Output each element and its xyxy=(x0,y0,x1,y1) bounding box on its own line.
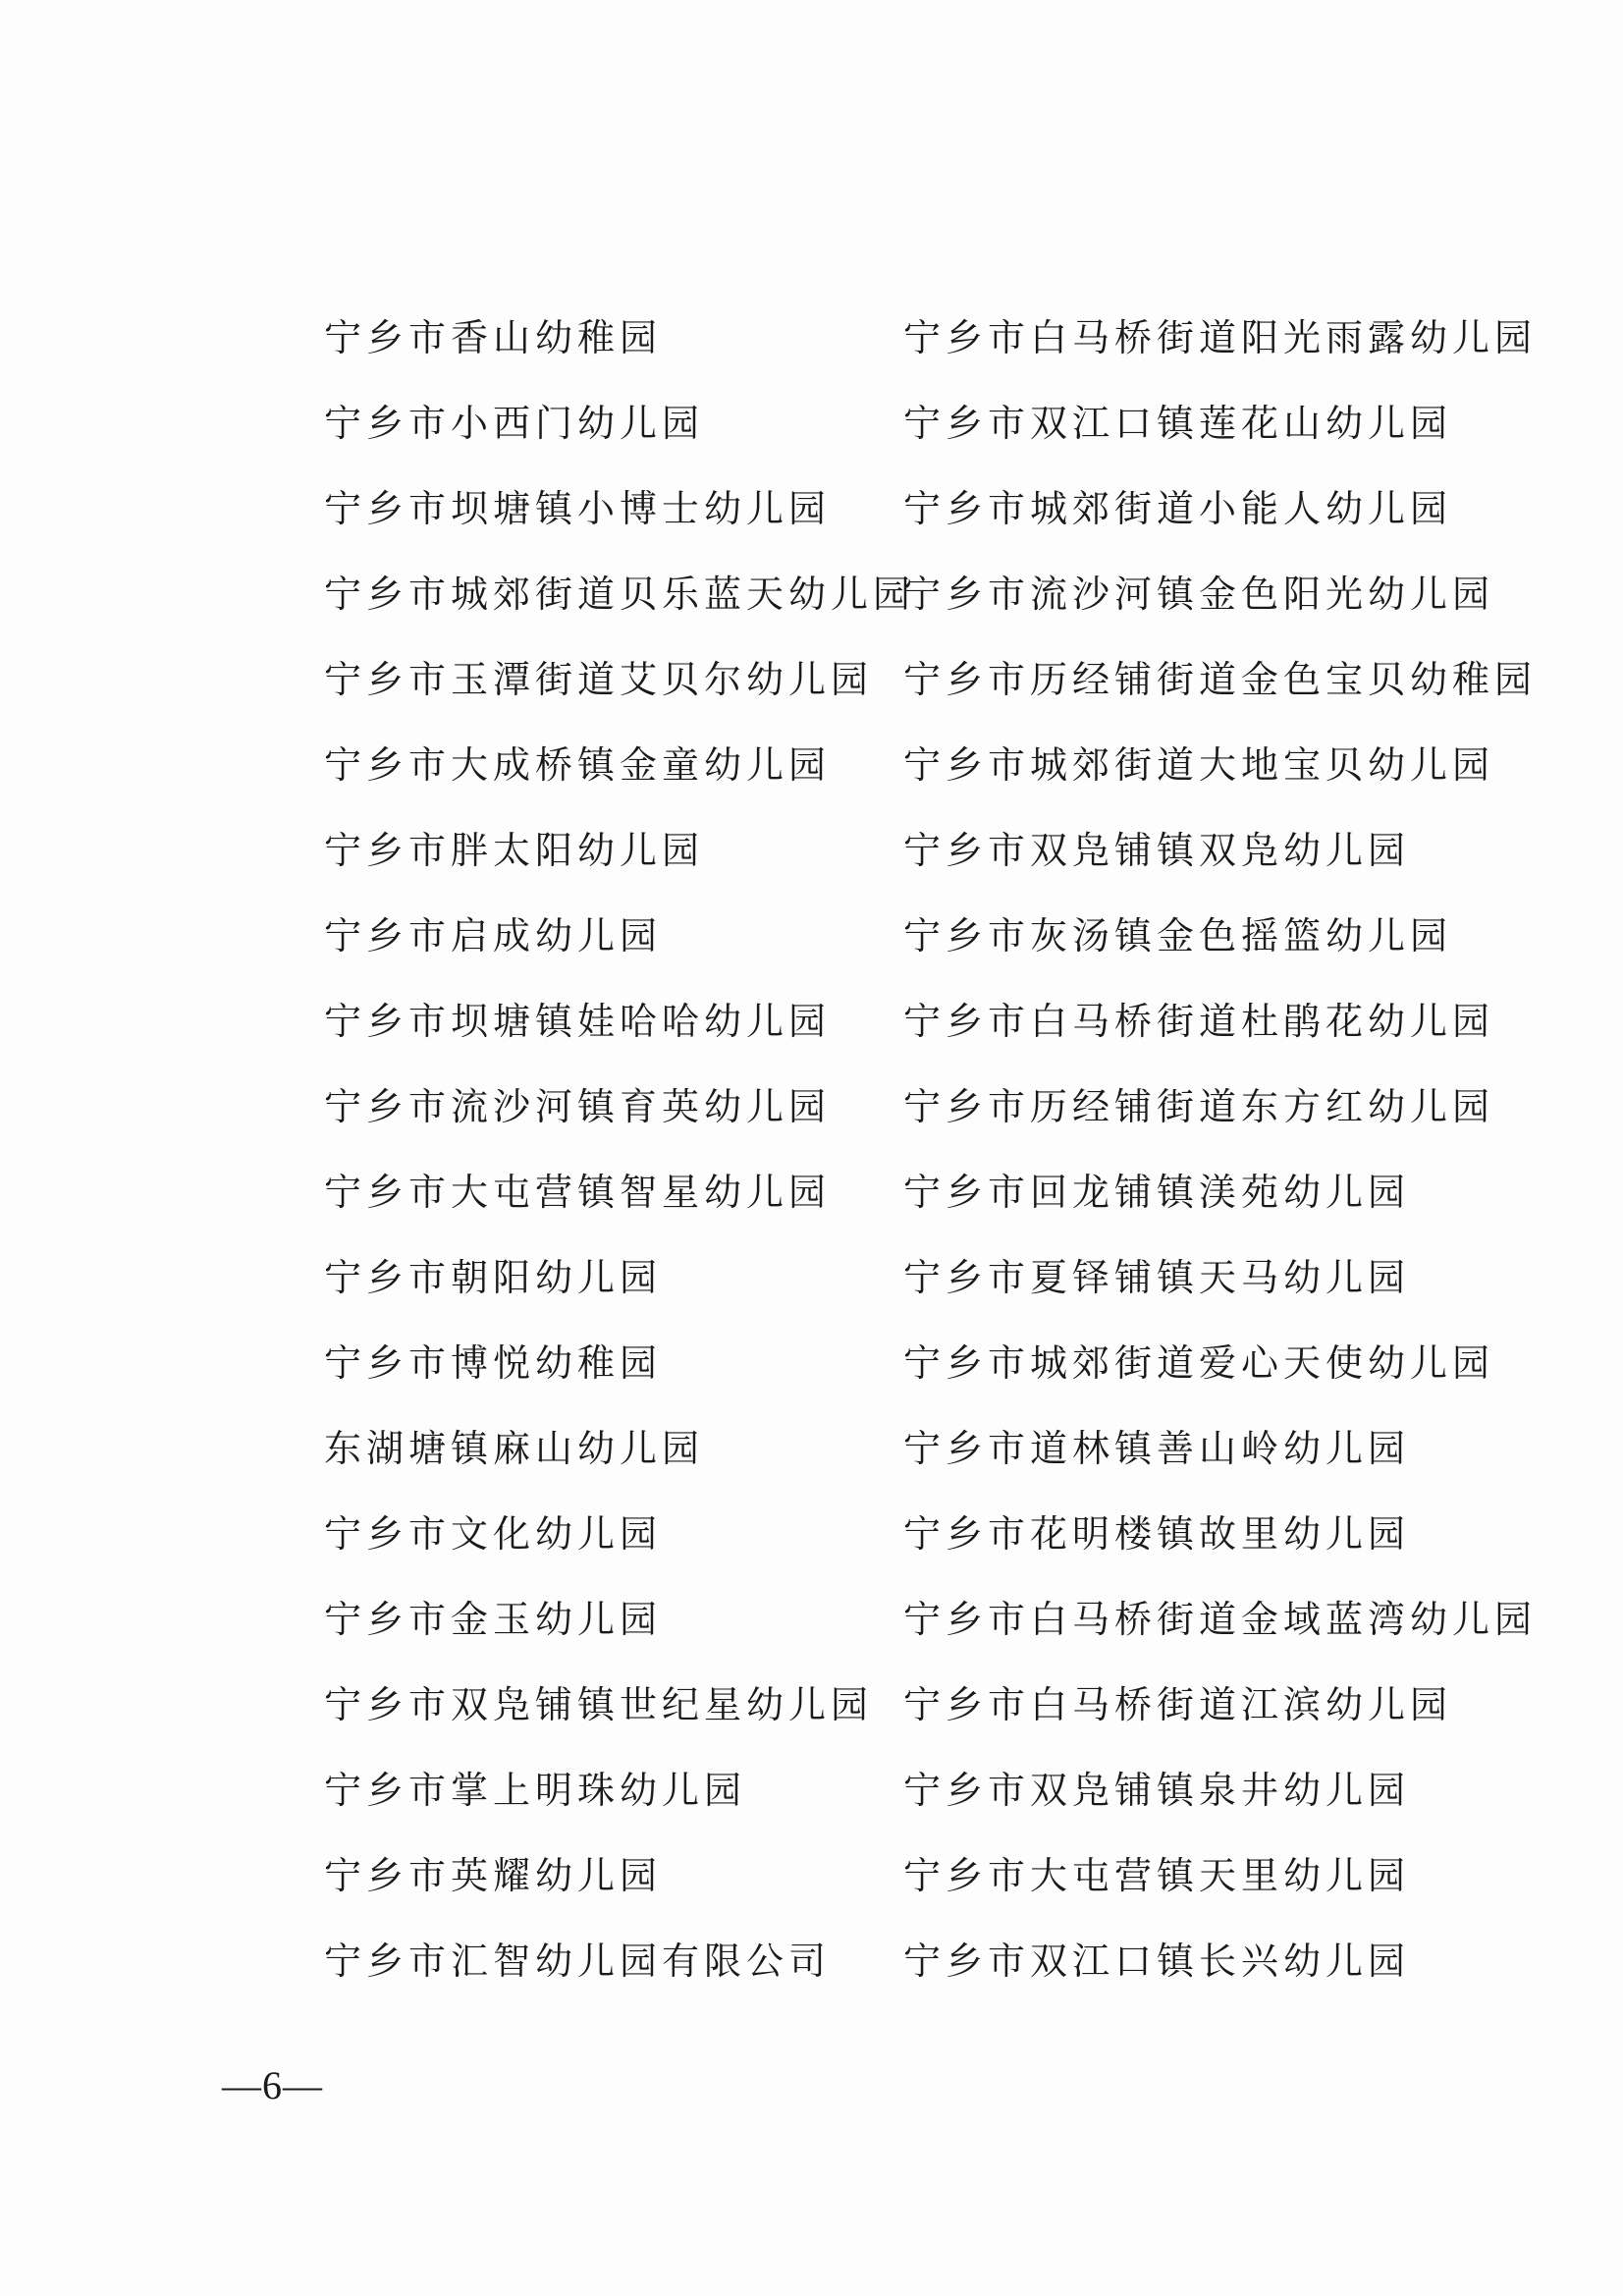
list-item: 宁乡市汇智幼儿园有限公司 xyxy=(324,1940,832,1983)
list-item: 宁乡市灰汤镇金色摇篮幼儿园 xyxy=(903,914,1453,957)
kindergarten-list-right xyxy=(903,306,1542,2015)
list-item: 宁乡市朝阳幼儿园 xyxy=(324,1256,663,1299)
list-item: 宁乡市玉潭街道艾贝尔幼儿园 xyxy=(324,658,874,701)
list-item: 宁乡市双江口镇莲花山幼儿园 xyxy=(903,402,1453,445)
list-item: 宁乡市城郊街道爱心天使幼儿园 xyxy=(903,1341,1495,1385)
list-item: 宁乡市文化幼儿园 xyxy=(324,1512,663,1556)
list-item: 宁乡市大成桥镇金童幼儿园 xyxy=(324,743,832,787)
list-item: 宁乡市掌上明珠幼儿园 xyxy=(324,1769,747,1812)
list-item: 宁乡市白马桥街道阳光雨露幼儿园 xyxy=(903,316,1538,359)
list-item: 宁乡市英耀幼儿园 xyxy=(324,1854,663,1897)
list-item: 宁乡市双江口镇长兴幼儿园 xyxy=(903,1940,1411,1983)
list-item: 宁乡市夏铎铺镇天马幼儿园 xyxy=(903,1256,1411,1299)
list-item: 宁乡市双凫铺镇泉井幼儿园 xyxy=(903,1769,1411,1812)
list-item: 宁乡市白马桥街道江滨幼儿园 xyxy=(903,1683,1453,1726)
list-item: 宁乡市坝塘镇小博士幼儿园 xyxy=(324,487,832,530)
list-item: 东湖塘镇麻山幼儿园 xyxy=(324,1427,705,1470)
list-item: 宁乡市金玉幼儿园 xyxy=(324,1598,663,1641)
list-item: 宁乡市花明楼镇故里幼儿园 xyxy=(903,1512,1411,1556)
list-item: 宁乡市双凫铺镇世纪星幼儿园 xyxy=(324,1683,874,1726)
list-item: 宁乡市历经铺街道金色宝贝幼稚园 xyxy=(903,658,1538,701)
page-number: —6— xyxy=(222,2063,323,2107)
list-item: 宁乡市小西门幼儿园 xyxy=(324,402,705,445)
list-item: 宁乡市城郊街道小能人幼儿园 xyxy=(903,487,1453,530)
list-item: 宁乡市回龙铺镇渼苑幼儿园 xyxy=(903,1171,1411,1214)
kindergarten-list-left xyxy=(324,306,916,2015)
list-item: 宁乡市白马桥街道杜鹃花幼儿园 xyxy=(903,1000,1495,1043)
list-item: 宁乡市博悦幼稚园 xyxy=(324,1341,663,1385)
list-item: 宁乡市大屯营镇天里幼儿园 xyxy=(903,1854,1411,1897)
list-item: 宁乡市坝塘镇娃哈哈幼儿园 xyxy=(324,1000,832,1043)
list-item: 宁乡市双凫铺镇双凫幼儿园 xyxy=(903,829,1411,872)
list-item: 宁乡市流沙河镇育英幼儿园 xyxy=(324,1085,832,1128)
list-item: 宁乡市香山幼稚园 xyxy=(324,316,663,359)
list-item: 宁乡市城郊街道大地宝贝幼儿园 xyxy=(903,743,1495,787)
list-item: 宁乡市大屯营镇智星幼儿园 xyxy=(324,1171,832,1214)
list-item: 宁乡市白马桥街道金域蓝湾幼儿园 xyxy=(903,1598,1538,1641)
list-item: 宁乡市城郊街道贝乐蓝天幼儿园 xyxy=(324,573,916,616)
list-item: 宁乡市启成幼儿园 xyxy=(324,914,663,957)
list-item: 宁乡市道林镇善山岭幼儿园 xyxy=(903,1427,1411,1470)
list-item: 宁乡市胖太阳幼儿园 xyxy=(324,829,705,872)
list-item: 宁乡市流沙河镇金色阳光幼儿园 xyxy=(903,573,1495,616)
list-item: 宁乡市历经铺街道东方红幼儿园 xyxy=(903,1085,1495,1128)
